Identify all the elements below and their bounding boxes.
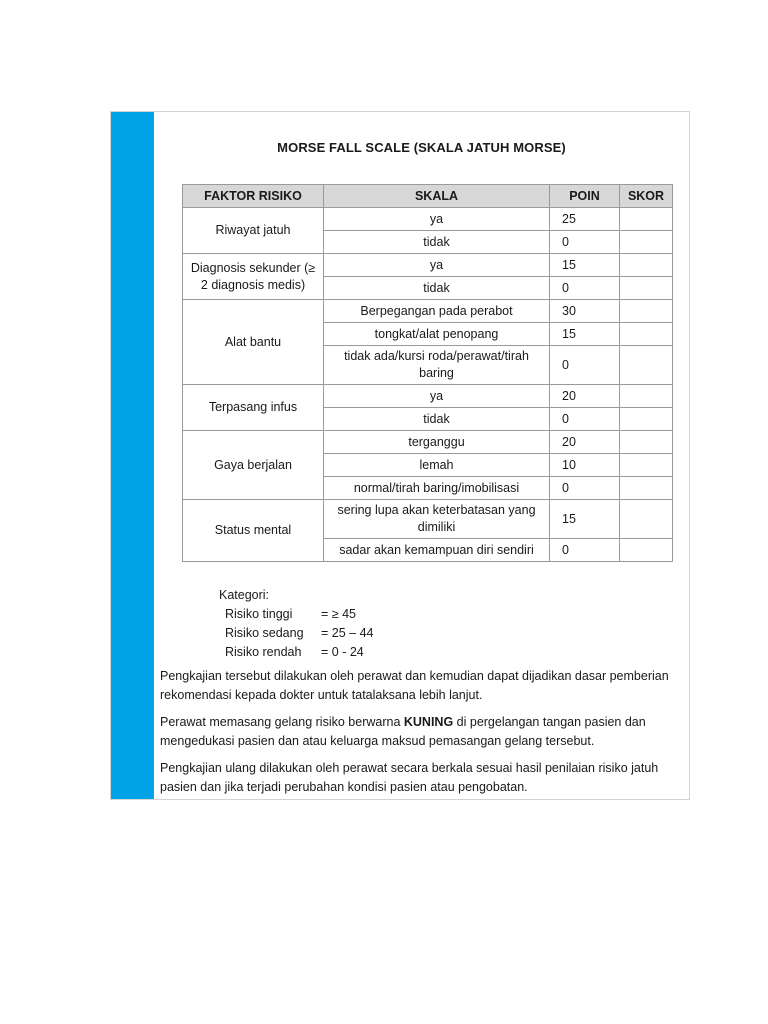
header-score: SKOR xyxy=(620,185,673,208)
score-cell xyxy=(620,231,673,254)
note-text: di pergelangan tangan pasien dan mengedukasi pasien dan atau keluarga maksud pemasangan gelang tersebut. xyxy=(160,715,646,748)
score-cell xyxy=(620,500,673,539)
category-row xyxy=(219,605,373,624)
scale-cell: normal/tirah baring/imobilisasi xyxy=(324,477,550,500)
note-paragraph: Pengkajian tersebut dilakukan oleh perawat dan kemudian dapat dijadikan dasar pemberian rekomendasi kepada dokter untuk tatalaksana lebih lanjut. xyxy=(160,669,669,702)
table-header-row xyxy=(183,185,673,208)
points-cell: 15 xyxy=(550,254,620,277)
points-cell: 0 xyxy=(550,539,620,562)
table-row xyxy=(183,385,673,408)
header-points: POIN xyxy=(550,185,620,208)
category-heading: Kategori: xyxy=(219,588,270,602)
score-cell xyxy=(620,454,673,477)
points-cell: 10 xyxy=(550,454,620,477)
factor-name: Diagnosis sekunder (≥ 2 diagnosis medis) xyxy=(183,254,324,300)
score-cell xyxy=(620,539,673,562)
factor-name: Riwayat jatuh xyxy=(183,208,324,254)
table-row xyxy=(183,500,673,539)
points-cell: 15 xyxy=(550,323,620,346)
score-cell xyxy=(620,408,673,431)
category-name: Risiko rendah xyxy=(225,645,302,659)
points-cell: 30 xyxy=(550,300,620,323)
score-cell xyxy=(620,277,673,300)
category-row xyxy=(219,624,373,643)
category-name: Risiko tinggi xyxy=(225,607,293,621)
note-paragraph: Pengkajian ulang dilakukan oleh perawat secara berkala sesuai hasil penilaian risiko jatuh pasien dan jika terjadi perubahan kondisi pasien atau pengobatan. xyxy=(160,761,659,794)
category-row xyxy=(219,643,373,662)
scale-cell: ya xyxy=(324,385,550,408)
scale-cell: tidak xyxy=(324,408,550,431)
scale-cell: tidak xyxy=(324,231,550,254)
points-cell: 25 xyxy=(550,208,620,231)
points-cell: 0 xyxy=(550,346,620,385)
scale-cell: Berpegangan pada perabot xyxy=(324,300,550,323)
points-cell: 0 xyxy=(550,231,620,254)
score-cell xyxy=(620,254,673,277)
points-cell: 0 xyxy=(550,408,620,431)
table-row xyxy=(183,431,673,454)
scale-cell: sering lupa akan keterbatasan yang dimiliki xyxy=(324,500,550,539)
table-row xyxy=(183,208,673,231)
document-card xyxy=(110,111,690,800)
note-emphasis: KUNING xyxy=(403,715,454,729)
header-factor: FAKTOR RISIKO xyxy=(183,185,324,208)
note-text: Perawat memasang gelang risiko berwarna xyxy=(160,715,404,729)
points-cell: 15 xyxy=(550,500,620,539)
score-cell xyxy=(620,346,673,385)
header-scale: SKALA xyxy=(324,185,550,208)
factor-name: Alat bantu xyxy=(183,300,324,385)
scale-cell: terganggu xyxy=(324,431,550,454)
score-cell xyxy=(620,300,673,323)
scale-cell: sadar akan kemampuan diri sendiri xyxy=(324,539,550,562)
scale-cell: ya xyxy=(324,254,550,277)
scale-cell: lemah xyxy=(324,454,550,477)
accent-bar xyxy=(111,112,154,799)
table-row xyxy=(183,300,673,323)
category-range: = 0 - 24 xyxy=(321,645,364,659)
note-paragraph xyxy=(160,713,681,751)
score-cell xyxy=(620,431,673,454)
factor-name: Terpasang infus xyxy=(183,385,324,431)
table-row xyxy=(183,254,673,277)
category-name: Risiko sedang xyxy=(225,626,304,640)
category-range: = 25 – 44 xyxy=(321,626,374,640)
scale-cell: tidak ada/kursi roda/perawat/tirah baring xyxy=(324,346,550,385)
notes-section xyxy=(160,667,681,805)
points-cell: 20 xyxy=(550,385,620,408)
factor-name: Status mental xyxy=(183,500,324,562)
document-title: MORSE FALL SCALE (SKALA JATUH MORSE) xyxy=(277,140,566,155)
score-cell xyxy=(620,323,673,346)
score-cell xyxy=(620,208,673,231)
points-cell: 0 xyxy=(550,477,620,500)
points-cell: 0 xyxy=(550,277,620,300)
morse-fall-scale-table xyxy=(182,184,673,562)
scale-cell: tidak xyxy=(324,277,550,300)
score-cell xyxy=(620,477,673,500)
scale-cell: tongkat/alat penopang xyxy=(324,323,550,346)
category-legend xyxy=(219,586,373,662)
points-cell: 20 xyxy=(550,431,620,454)
scale-cell: ya xyxy=(324,208,550,231)
factor-name: Gaya berjalan xyxy=(183,431,324,500)
score-cell xyxy=(620,385,673,408)
category-range: = ≥ 45 xyxy=(321,607,357,621)
